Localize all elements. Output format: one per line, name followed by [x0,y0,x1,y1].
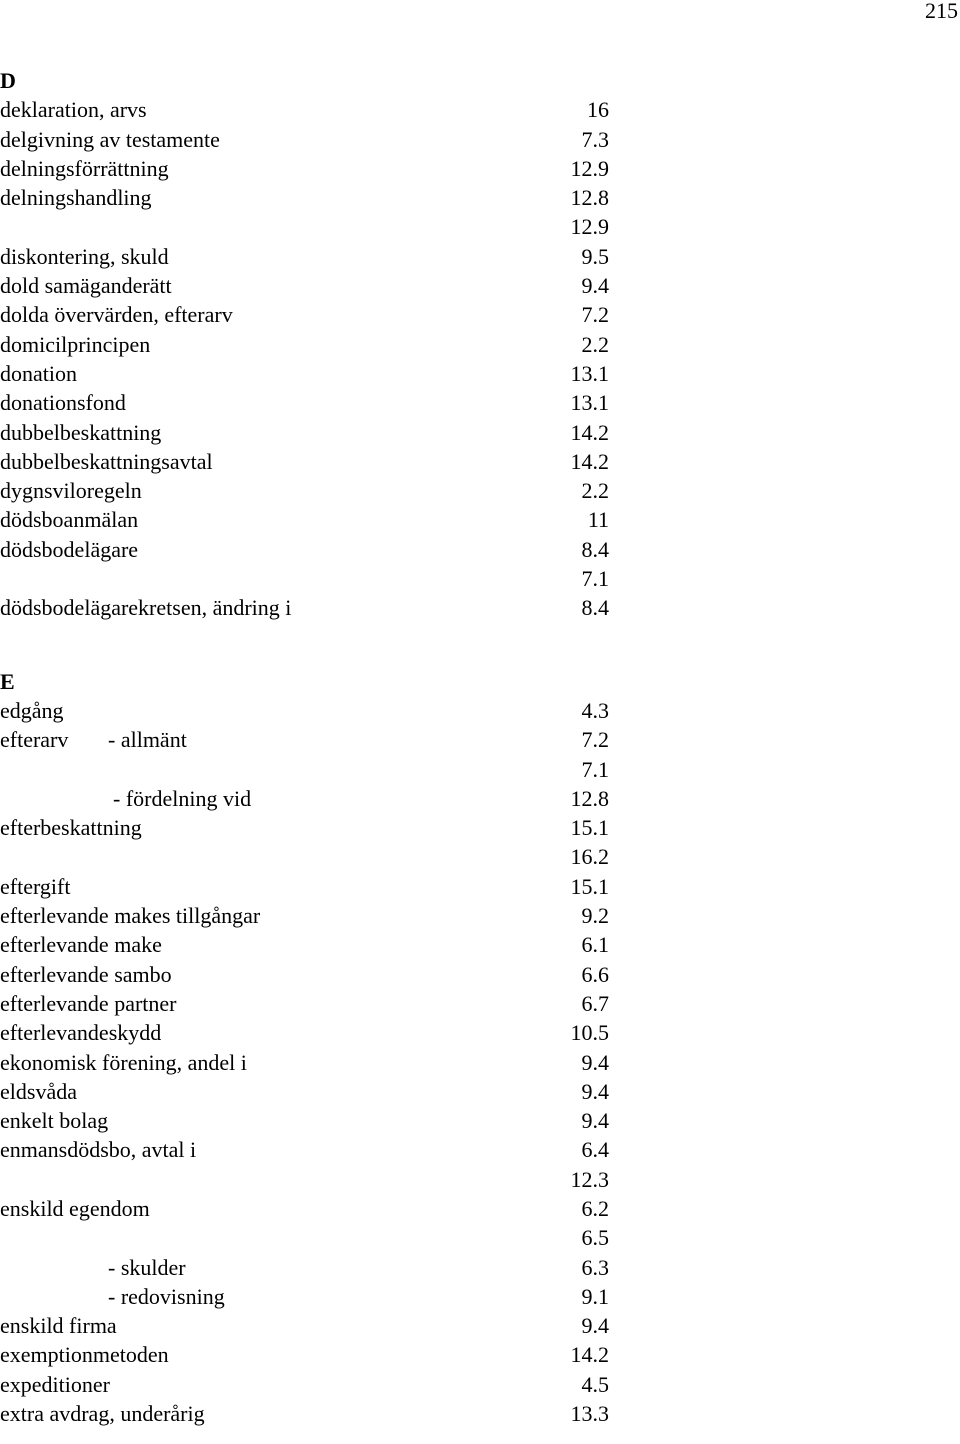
index-entry [0,960,960,989]
index-term: delningshandling [0,185,152,211]
index-entry-continuation [0,212,960,241]
index-term: exemptionmetoden [0,1342,169,1368]
index-reference: 9.4 [581,1078,609,1104]
index-term: edgång [0,697,64,723]
index-reference: 8.4 [581,536,609,562]
index-reference: 9.4 [581,1108,609,1134]
index-entry [0,330,960,359]
index-term: enkelt bolag [0,1108,109,1134]
index-term: dygnsviloregeln [0,478,142,504]
index-term: dold samäganderätt [0,273,172,299]
index-term: diskontering, skuld [0,243,169,269]
index-entry [0,447,960,476]
index-reference: 9.1 [581,1283,609,1309]
index-reference: 7.1 [581,566,609,592]
index-entry [0,505,960,534]
index-term: dubbelbeskattningsavtal [0,448,213,474]
index-reference: 6.6 [581,961,609,987]
index-entry [0,476,960,505]
index-reference: 4.3 [581,697,609,723]
index-reference: 6.5 [581,1225,609,1251]
page-number: 215 [925,0,958,23]
index-term: domicilprincipen [0,331,151,357]
index-subterm: - redovisning [108,1283,225,1309]
index-term: eldsvåda [0,1078,77,1104]
index-term: efterlevandeskydd [0,1020,162,1046]
section-spacer [0,623,960,667]
index-entry [0,1340,960,1369]
index-reference: 10.5 [570,1020,609,1046]
index-reference: 9.5 [581,243,609,269]
index-term: delgivning av testamente [0,126,220,152]
index-term: deklaration, arvs [0,97,147,123]
index-entry [0,930,960,959]
index-term: dödsboanmälan [0,507,139,533]
index-subterm: - skulder [108,1254,186,1280]
index-subentry [0,784,960,813]
index-term: dolda övervärden, efterarv [0,302,233,328]
index-reference: 13.1 [570,390,609,416]
index-reference: 9.4 [581,1049,609,1075]
index-entry [0,535,960,564]
index-entry [0,95,960,124]
index-reference: 14.2 [570,1342,609,1368]
index-term: donationsfond [0,390,126,416]
index-term: dödsbodelägarekretsen, ändring i [0,595,292,621]
index-entry-continuation [0,755,960,784]
index-entry [0,154,960,183]
index-term: efterlevande makes tillgångar [0,903,261,929]
index-entry-continuation [0,842,960,871]
index-reference: 16 [587,97,609,123]
index-reference: 16.2 [570,844,609,870]
index-reference: 6.1 [581,932,609,958]
index-term: ekonomisk förening, andel i [0,1049,247,1075]
section-heading-d [0,66,960,95]
index-term: efterbeskattning [0,815,142,841]
index-reference: 9.2 [581,903,609,929]
index-reference: 2.2 [581,331,609,357]
index-term: efterlevande partner [0,990,177,1016]
index-reference: 9.4 [581,1313,609,1339]
index-entry [0,359,960,388]
index-entry-continuation [0,564,960,593]
index-entry [0,1399,960,1428]
index-subterm: - allmänt [108,727,187,753]
index-entry [0,1106,960,1135]
index-entry [0,300,960,329]
index-term: expeditioner [0,1371,110,1397]
index-term: efterlevande make [0,932,162,958]
index-reference: 6.3 [581,1254,609,1280]
index-term: dödsbodelägare [0,536,139,562]
index-entry [0,813,960,842]
index-entry [0,388,960,417]
index-reference: 12.8 [570,785,609,811]
index-reference: 6.4 [581,1137,609,1163]
index-entry [0,696,960,725]
index-entry [0,125,960,154]
index-subentry [0,1282,960,1311]
index-reference: 6.7 [581,990,609,1016]
index-reference: 7.2 [581,302,609,328]
index-term: enskild firma [0,1313,117,1339]
index-entry [0,593,960,622]
section-letter: D [0,68,16,93]
index-subterm: - fördelning vid [113,785,252,811]
index-term: enmansdödsbo, avtal i [0,1137,197,1163]
index-reference: 7.1 [581,756,609,782]
index-reference: 15.1 [570,873,609,899]
index-term: donation [0,360,77,386]
subject-index [0,66,960,1428]
index-reference: 14.2 [570,419,609,445]
index-entry [0,1135,960,1164]
index-entry-continuation [0,1165,960,1194]
section-heading-e [0,667,960,696]
index-reference: 2.2 [581,478,609,504]
index-entry [0,1370,960,1399]
index-term: eftergift [0,873,71,899]
index-term: efterarv [0,727,69,753]
index-term: dubbelbeskattning [0,419,162,445]
index-entry [0,242,960,271]
index-reference: 8.4 [581,595,609,621]
index-subentry [0,1253,960,1282]
index-reference: 7.2 [581,727,609,753]
index-entry [0,989,960,1018]
index-term: delningsförrättning [0,155,169,181]
index-entry [0,271,960,300]
index-reference: 13.3 [570,1401,609,1427]
index-reference: 12.3 [570,1166,609,1192]
index-term: extra avdrag, underårig [0,1401,205,1427]
index-entry [0,418,960,447]
index-reference: 7.3 [581,126,609,152]
index-reference: 12.8 [570,185,609,211]
index-entry [0,183,960,212]
index-reference: 6.2 [581,1195,609,1221]
index-entry [0,1194,960,1223]
index-reference: 9.4 [581,273,609,299]
index-entry [0,1311,960,1340]
index-reference: 4.5 [581,1371,609,1397]
index-reference: 11 [587,507,609,533]
index-entry [0,872,960,901]
index-reference: 15.1 [570,815,609,841]
index-term: efterlevande sambo [0,961,172,987]
index-term: enskild egendom [0,1195,150,1221]
index-entry [0,901,960,930]
index-reference: 12.9 [570,155,609,181]
index-reference: 14.2 [570,448,609,474]
index-reference: 13.1 [570,360,609,386]
index-entry [0,1048,960,1077]
index-reference: 12.9 [570,214,609,240]
index-entry [0,1018,960,1047]
index-entry [0,1077,960,1106]
section-letter: E [0,668,15,694]
index-entry [0,725,960,754]
index-entry-continuation [0,1223,960,1252]
